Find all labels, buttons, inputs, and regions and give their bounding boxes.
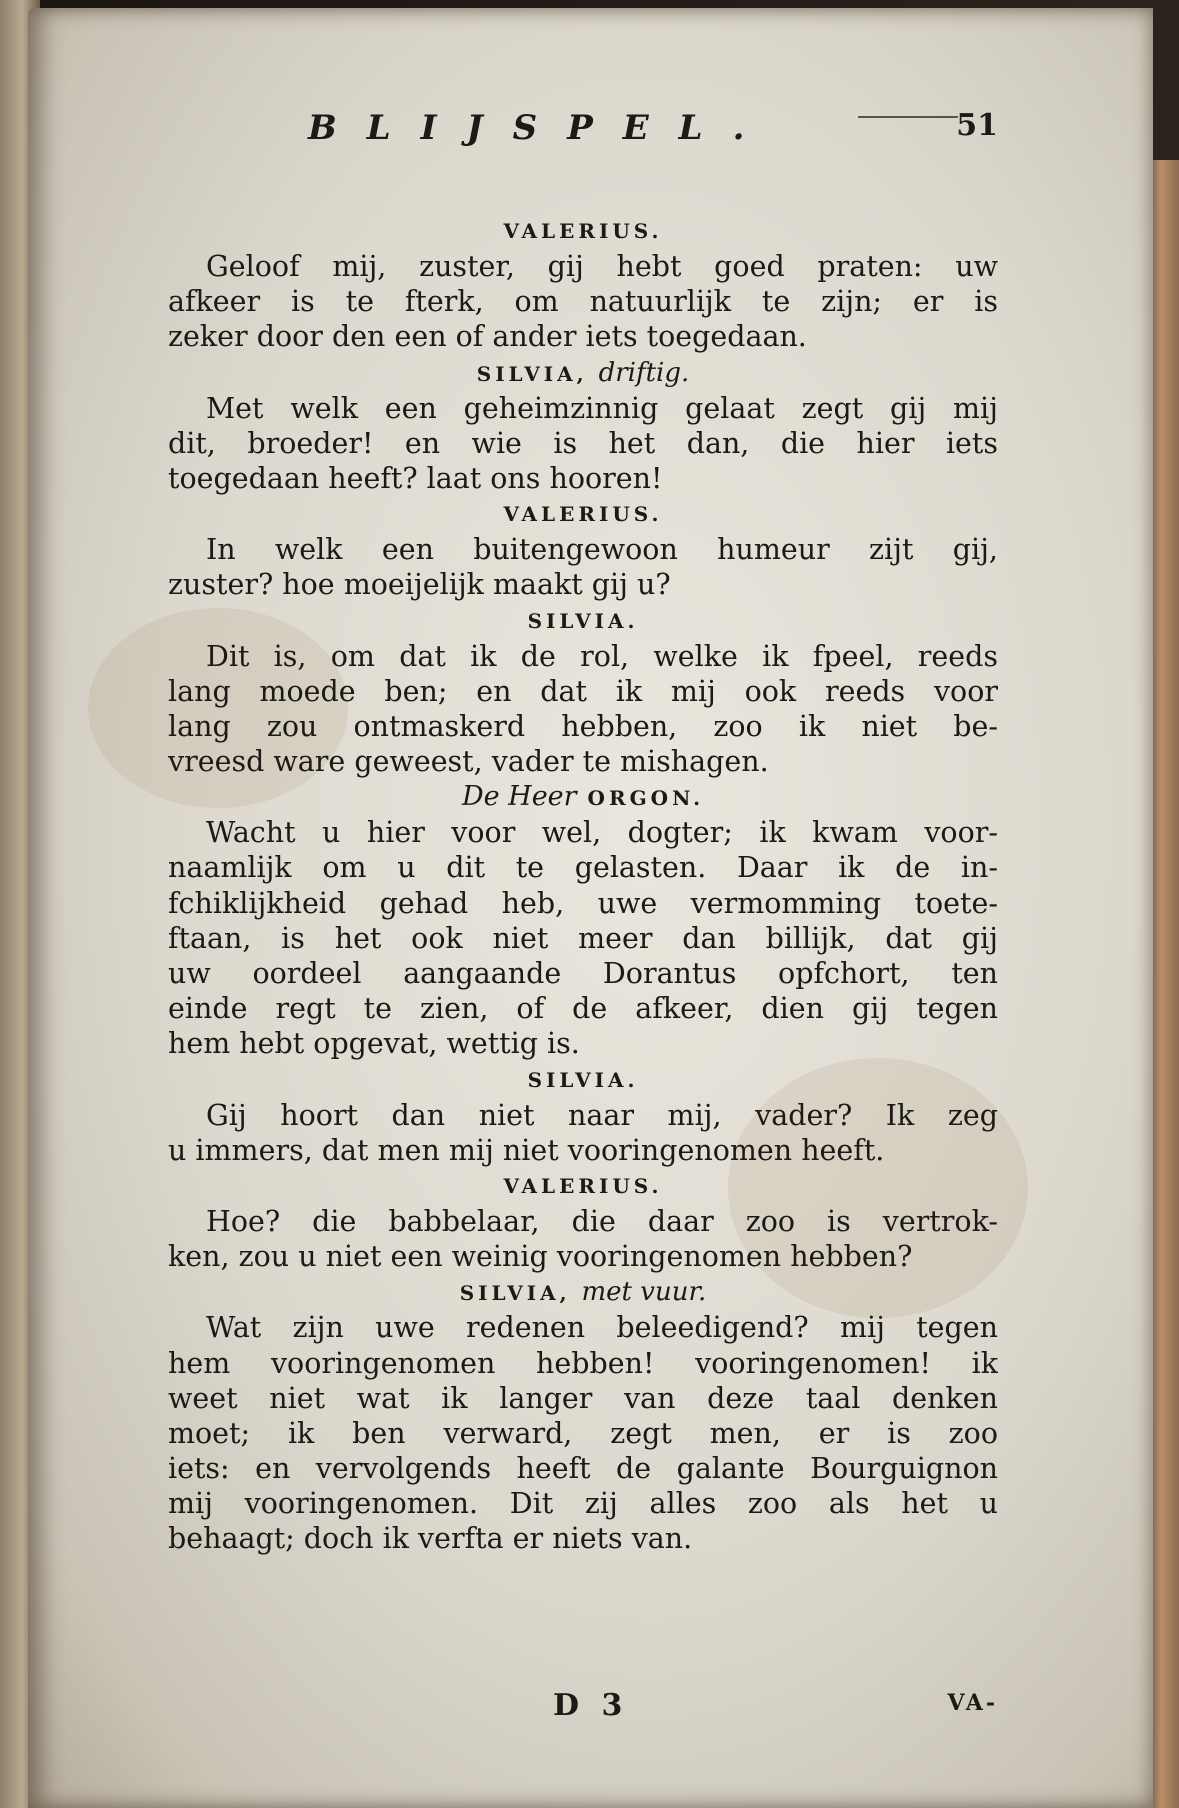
speaker-heading — [168, 496, 998, 532]
speaker-heading — [168, 355, 998, 391]
text-line: Wat zijn uwe redenen beleedigend? mij tegen — [206, 1311, 998, 1345]
text-line: hem vooringenomen hebben! vooringenomen! ik — [168, 1346, 998, 1380]
text-line: zeker door den een of ander iets toegedaan. — [168, 320, 807, 354]
text-line: toegedaan heeft? laat ons hooren! — [168, 461, 663, 495]
speaker-heading — [168, 603, 998, 639]
speech-block — [168, 1168, 998, 1274]
signature-mark: D 3 — [553, 1688, 629, 1723]
speaker-name: VALERIUS. — [503, 1173, 663, 1198]
text-line: afkeer is te fterk, om natuurlijk te zijn; er is — [168, 285, 998, 319]
speech-block — [168, 496, 998, 602]
page-stack-edge — [1149, 160, 1179, 1808]
speaker-name: ORGON. — [587, 786, 705, 811]
text-line: fchiklijkheid gehad heb, uwe vermomming toete- — [168, 886, 998, 920]
text-line: naamlijk om u dit te gelasten. Daar ik de in- — [168, 851, 998, 885]
speech-block — [168, 1274, 998, 1556]
text-line: behaagt; doch ik verfta er niets van. — [168, 1522, 693, 1556]
speaker-heading — [168, 213, 998, 249]
text-line: zuster? hoe moeijelijk maakt gij u? — [168, 568, 671, 602]
page-footer — [168, 1688, 998, 1728]
speech-block — [168, 603, 998, 780]
speaker-heading — [168, 1274, 998, 1310]
page-number: 51 — [956, 108, 998, 143]
speaker-name: SILVIA, — [459, 1281, 571, 1306]
speaker-name: VALERIUS. — [503, 502, 663, 527]
stage-direction: met vuur. — [581, 1277, 707, 1308]
stage-direction: driftig. — [598, 357, 690, 388]
running-head — [168, 108, 998, 164]
text-line: hem hebt opgevat, wettig is. — [168, 1027, 580, 1061]
speaker-prefix: De Heer — [461, 781, 577, 813]
text-line: vreesd ware geweest, vader te mishagen. — [168, 745, 769, 779]
text-block — [168, 8, 998, 1808]
text-line: iets: en vervolgends heeft de galante Bourguignon — [168, 1452, 998, 1486]
text-line: mij vooringenomen. Dit zij alles zoo als het u — [168, 1487, 998, 1521]
book-page — [28, 8, 1153, 1808]
text-line: Hoe? die babbelaar, die daar zoo is vertrok- — [206, 1204, 998, 1238]
speaker-heading — [168, 779, 998, 815]
speaker-name: SILVIA. — [527, 608, 639, 633]
speaker-name: VALERIUS. — [503, 219, 663, 243]
running-head-rule — [858, 116, 958, 118]
speaker-heading — [168, 1168, 998, 1204]
text-line: Met welk een geheimzinnig gelaat zegt gij mij — [206, 391, 998, 425]
text-line: dit, broeder! en wie is het dan, die hier iets — [168, 426, 998, 460]
speaker-name: SILVIA, — [476, 361, 588, 386]
speech-block — [168, 779, 998, 1061]
text-line: Geloof mij, zuster, gij hebt goed praten: uw — [206, 250, 998, 283]
speech-block — [168, 213, 998, 355]
text-line: u immers, dat men mij niet vooringenomen heeft. — [168, 1133, 885, 1167]
speech-block — [168, 355, 998, 497]
text-line: lang moede ben; en dat ik mij ook reeds voor — [168, 674, 998, 708]
text-line: In welk een buitengewoon humeur zijt gij, — [206, 533, 998, 567]
dialogue-body — [168, 213, 998, 1557]
text-line: Dit is, om dat ik de rol, welke ik fpeel, reeds — [206, 639, 998, 673]
speaker-heading — [168, 1062, 998, 1098]
text-line: weet niet wat ik langer van deze taal denken — [168, 1381, 998, 1415]
text-line: lang zou ontmaskerd hebben, zoo ik niet be- — [168, 709, 998, 743]
catchword: VA- — [947, 1690, 998, 1716]
text-line: ken, zou u niet een weinig vooringenomen hebben? — [168, 1240, 913, 1274]
text-line: moet; ik ben verward, zegt men, er is zoo — [168, 1416, 998, 1450]
text-line: einde regt te zien, of de afkeer, dien gij tegen — [168, 992, 998, 1026]
text-line: Wacht u hier voor wel, dogter; ik kwam voor- — [206, 816, 998, 850]
speech-block — [168, 1062, 998, 1168]
running-title: BLIJSPEL. — [308, 108, 775, 148]
speaker-name: SILVIA. — [527, 1067, 639, 1092]
text-line: uw oordeel aangaande Dorantus opfchort, ten — [168, 957, 998, 990]
text-line: Gij hoort dan niet naar mij, vader? Ik zeg — [206, 1098, 998, 1132]
text-line: ftaan, is het ook niet meer dan billijk, dat gij — [168, 921, 998, 955]
